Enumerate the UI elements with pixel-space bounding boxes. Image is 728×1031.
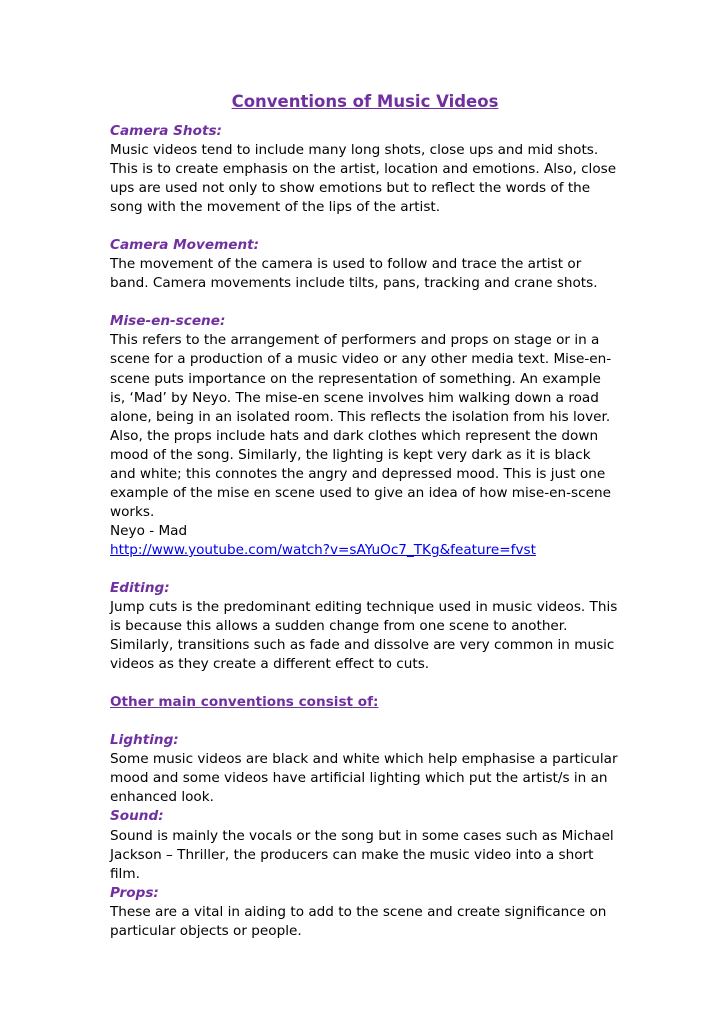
section-props (110, 884, 620, 941)
section-sound (110, 807, 620, 883)
lighting-heading: Lighting: (110, 732, 179, 749)
camera-movement-heading: Camera Movement: (110, 237, 260, 254)
document-title: Conventions of Music Videos (231, 92, 499, 111)
mise-en-scene-body: This refers to the arrangement of performers and props on stage or in a scene for a production of a music video or any other media text. Mise-en-scene puts importance on the representation of something. An example is, ‘Mad’ by Neyo. The mise-en scene involves him walking down a road alone, being in an isolated room. This reflects the isolation from his lover. Also, the props include hats and dark clothes which represent the down mood of the song. Similarly, the lighting is kept very dark as it is black and white; this connotes the angry and depressed mood. This is just one example of the mise en scene used to give an idea of how mise-en-scene works. (110, 332, 612, 520)
camera-shots-body: Music videos tend to include many long shots, close ups and mid shots. This is to create emphasis on the artist, location and emotions. Also, close ups are used not only to show emotions but to reflect the words of the song with the movement of the lips of the artist. (110, 142, 617, 216)
camera-shots-heading: Camera Shots: (110, 123, 222, 139)
section-other-conventions (110, 693, 620, 712)
sound-body: Sound is mainly the vocals or the song but in some cases such as Michael Jackson – Thriller, the producers can make the music video into a short film. (110, 827, 614, 882)
section-mise-en-scene (110, 312, 620, 560)
document-page (110, 92, 620, 941)
other-conventions-heading: Other main conventions consist of: (110, 694, 379, 711)
section-camera-movement (110, 236, 620, 293)
editing-heading: Editing: (110, 579, 170, 596)
section-lighting (110, 731, 620, 807)
section-camera-shots (110, 122, 620, 217)
section-editing (110, 579, 620, 674)
props-heading: Props: (110, 884, 159, 901)
sound-heading: Sound: (110, 808, 164, 825)
editing-body: Jump cuts is the predominant editing technique used in music videos. This is because this allows a sudden change from one scene to another. Similarly, transitions such as fade and dissolve are very common in music videos as they create a different effect to cuts. (110, 599, 618, 673)
youtube-link[interactable]: http://www.youtube.com/watch?v=sAYuOc7_TKg&feature=fvst (110, 541, 536, 558)
lighting-body: Some music videos are black and white which help emphasise a particular mood and some videos have artificial lighting which put the artist/s in an enhanced look. (110, 751, 618, 806)
mise-en-scene-heading: Mise-en-scene: (110, 313, 226, 330)
video-caption: Neyo - Mad (110, 522, 188, 539)
props-body: These are a vital in aiding to add to the scene and create significance on particular objects or people. (110, 903, 607, 939)
camera-movement-body: The movement of the camera is used to follow and trace the artist or band. Camera movements include tilts, pans, tracking and crane shots. (110, 256, 598, 292)
